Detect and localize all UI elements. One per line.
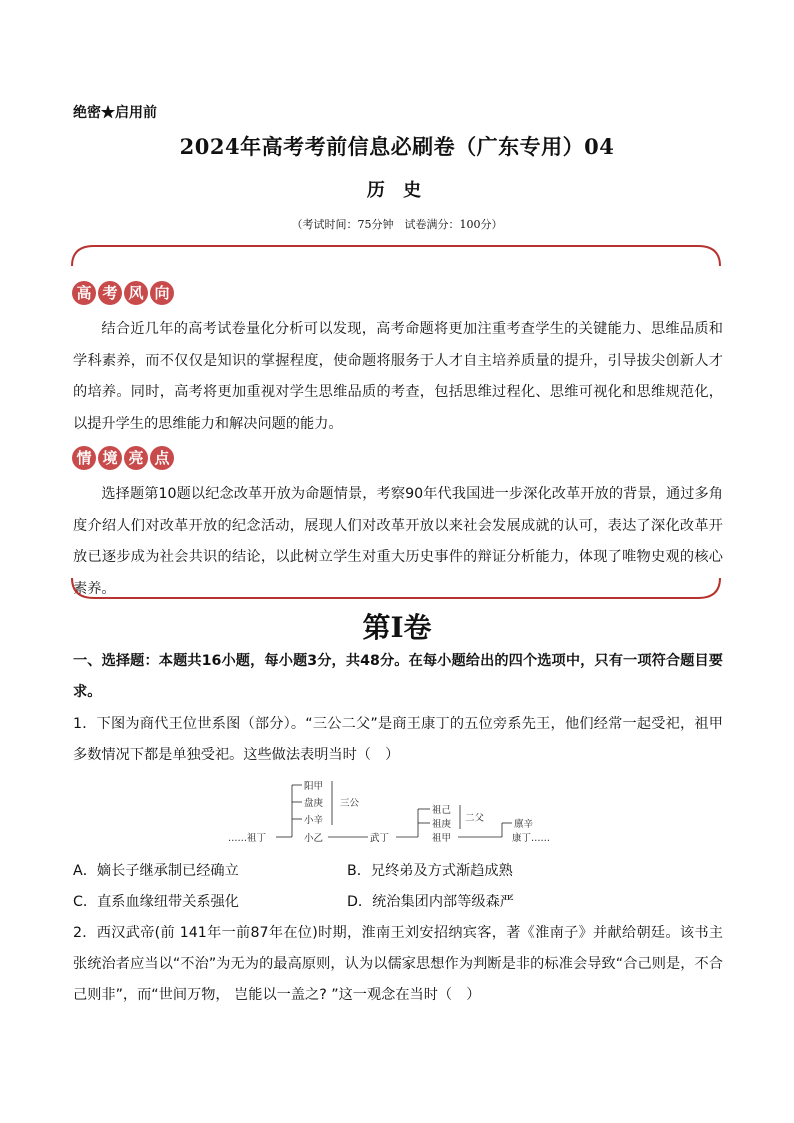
subject-title: 历 史	[366, 180, 428, 201]
intro-paragraph-2: 选择题第10题以纪念改革开放为命题情景，考察90年代我国进一步深化改革开放的背景，通过多角度介绍人们对改革开放的纪念活动，展现人们对改革开放以来社会发展成就的认可，表达了深化改革开放已逐步成为社会共识的结论，以此树立学生对重大历史事件的辩证分析能力，体现了唯物史观的核心素养。	[73, 486, 723, 597]
exam-title: 2024年高考考前信息必刷卷（广东专用）04	[179, 134, 615, 159]
intro-frame-bottom	[70, 576, 722, 600]
node-zuji: 祖己	[432, 805, 452, 816]
node-xiaoxin: 小辛	[304, 815, 324, 826]
badge-char: 风	[124, 281, 148, 305]
badge-char: 高	[72, 281, 96, 305]
badge-gaokao-direction	[72, 281, 174, 305]
node-zugeng: 祖庚	[432, 819, 452, 830]
badge-char: 点	[150, 446, 174, 470]
q1-option-d[interactable]: D．统治集团内部等级森严	[347, 894, 514, 910]
confidential-label: 绝密★启用前	[73, 105, 157, 121]
label-erfu: 二父	[465, 813, 485, 824]
badge-char: 情	[72, 446, 96, 470]
node-kangding: 康丁……	[512, 833, 551, 844]
node-xiaoyi: 小乙	[304, 833, 324, 844]
badge-context-highlight	[72, 446, 174, 470]
intro-paragraph-1: 结合近几年的高考试卷量化分析可以发现，高考命题将更加注重考查学生的关键能力、思维品质和学科素养，而不仅仅是知识的掌握程度，使命题将服务于人才自主培养质量的提升，引导拔尖创新人才的培养。同时，高考将更加重视对学生思维品质的考查，包括思维过程化、思维可视化和思维规范化，以提升学生的思维能力和解决问题的能力。	[73, 321, 723, 432]
q1-option-a[interactable]: A．嫡长子继承制已经确立	[73, 863, 239, 879]
intro-frame-top	[70, 244, 722, 268]
node-zujia: 祖甲	[432, 833, 452, 844]
node-pangeng: 盘庚	[304, 798, 324, 809]
badge-char: 向	[150, 281, 174, 305]
node-zuding: ……祖丁	[228, 833, 267, 844]
q1-option-b[interactable]: B．兄终弟及方式渐趋成熟	[347, 863, 513, 879]
badge-char: 考	[98, 281, 122, 305]
exam-time-info: （考试时间：75分钟 试卷满分：100分）	[291, 218, 503, 231]
question-2-text: 2．西汉武帝(前 141年一前87年在位)时期，淮南王刘安招纳宾客，著《淮南子》并献给朝廷。该书主张统治者应当以“不治”为无为的最高原则，认为以儒家思想作为判断是非的标准会导致“合己则是，不合己则非”，而“世间万物， 岂能以一盖之? ”这一观念在当时（ ）	[73, 925, 723, 1003]
section-instructions: 一、选择题：本题共16小题，每小题3分，共48分。在每小题给出的四个选项中，只有一项符合题目要求。	[73, 653, 723, 700]
question-1-text: 1．下图为商代王位世系图（部分）。“三公二父”是商王康丁的五位旁系先王，他们经常一起受祀，祖甲多数情况下都是单独受祀。这些做法表明当时（ ）	[73, 716, 723, 763]
node-linxin: 廪辛	[514, 819, 534, 830]
label-sangong: 三公	[340, 798, 360, 809]
q1-option-c[interactable]: C．直系血缘纽带关系强化	[73, 894, 239, 910]
volume-heading: 第I卷	[362, 611, 432, 644]
badge-char: 亮	[124, 446, 148, 470]
shang-lineage-diagram	[228, 775, 568, 845]
node-wuding: 武丁	[370, 833, 390, 844]
badge-char: 境	[98, 446, 122, 470]
node-yangjia: 阳甲	[304, 781, 324, 792]
